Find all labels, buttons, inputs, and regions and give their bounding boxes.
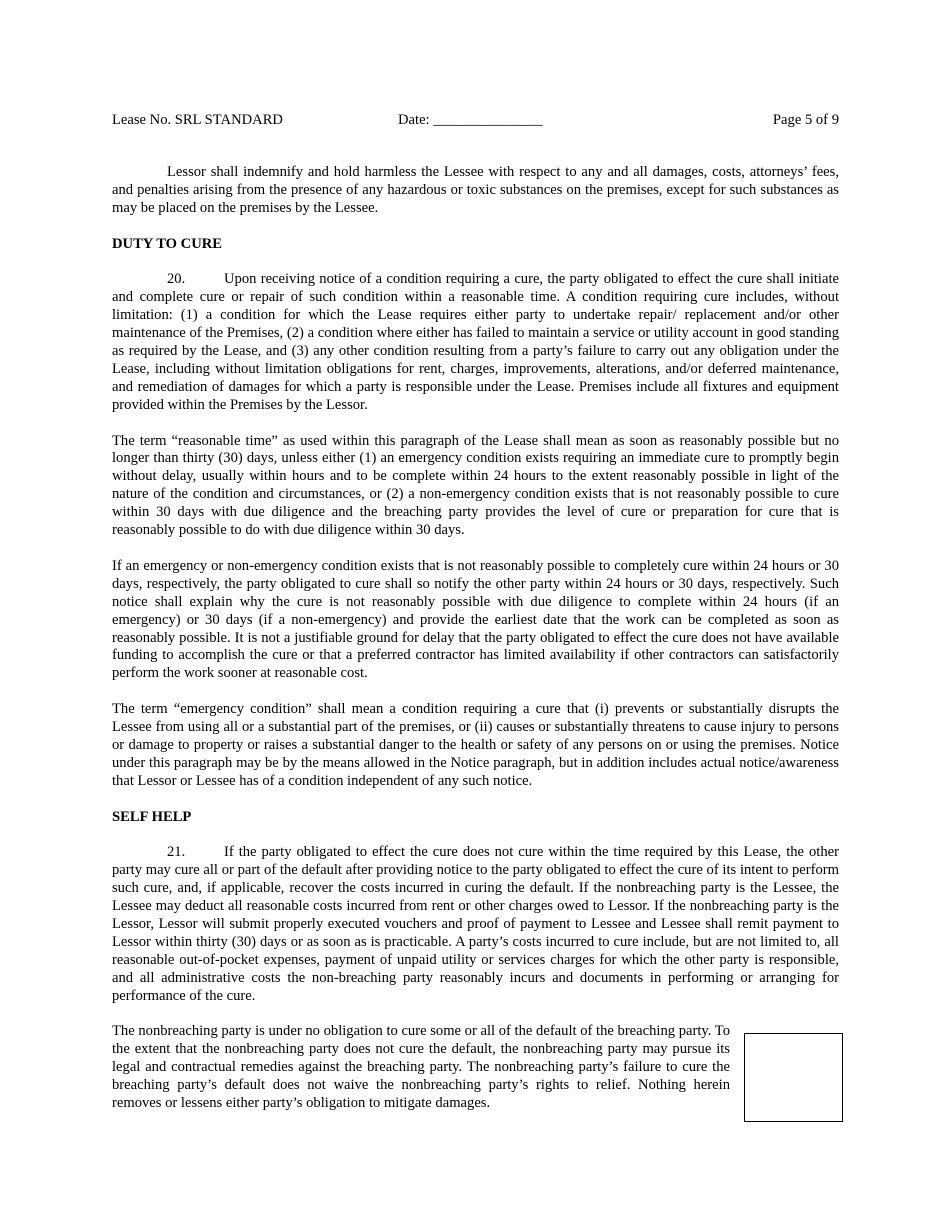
initials-box <box>744 1033 843 1122</box>
paragraph-20-number: 20. <box>167 271 186 288</box>
nonbreaching-paragraph: The nonbreaching party is under no obligation to cure some or all of the default of the breaching party. To the extent that the nonbreaching party does not cure the default, the nonbreaching party may pursue its legal and contractual remedies against the breaching party. The nonbreaching party’s failure to cure the breaching party’s default does not waive the nonbreaching party’s rights to relief. Nothing herein removes or lessens either party’s obligation to mitigate damages. <box>112 1023 730 1111</box>
nonbreaching-section <box>112 1023 839 1113</box>
document-body <box>112 164 839 1113</box>
duty-to-cure-heading: DUTY TO CURE <box>112 235 223 252</box>
paragraph-20-text: Upon receiving notice of a condition requiring a cure, the party obligated to effect the cure shall initiate and complete cure or repair of such condition within a reasonable time. A condition requiring cure includes, without limitation: (1) a condition for which the Lease requires either party to undertake repair/ replacement and/or other maintenance of the Premises, (2) a condition where either has failed to maintain a service or utility account in good standing as required by the Lease, and (3) any other condition resulting from a party’s failure to carry out any obligation under the Lease, including without limitation obligations for rent, charges, improvements, alterations, and/or deferred maintenance, and remediation of damages for which a party is responsible under the Lease. Premises include all fixtures and equipment provided within the Premises by the Lessor. <box>112 271 839 413</box>
emergency-condition-paragraph: The term “emergency condition” shall mean a condition requiring a cure that (i) prevents or substantially disrupts the Lessee from using all or a substantial part of the premises, or (ii) causes or substantially threatens to cause injury to persons or damage to property or raises a substantial danger to the health or safety of any persons on or using the premises. Notice under this paragraph may be by the means allowed in the Notice paragraph, but in addition includes actual notice/awareness that Lessor or Lessee has of a condition independent of any such notice. <box>112 701 839 789</box>
lease-number: Lease No. SRL STANDARD <box>112 112 283 128</box>
paragraph-21-text: If the party obligated to effect the cure does not cure within the time required by this Lease, the other party may cure all or part of the default after providing notice to the party obligated to effect the cure of its intent to perform such cure, and, if applicable, recover the costs incurred in curing the default. If the nonbreaching party is the Lessee, the Lessee may deduct all reasonable costs incurred from rent or other charges owed to Lessor. If the nonbreaching party is the Lessor, Lessor will submit properly executed vouchers and proof of payment to Lessee and Lessee shall remit payment to Lessor within thirty (30) days or as soon as is practicable. A party’s costs incurred to cure include, but are not limited to, all reasonable out-of-pocket expenses, payment of unpaid utility or services charges for which the other party is responsible, and all administrative costs the non-breaching party reasonably incurs and documents in performing or arranging for performance of the cure. <box>112 844 839 1004</box>
paragraph-21 <box>112 844 839 1005</box>
paragraph-21-number: 21. <box>167 844 186 861</box>
self-help-heading: SELF HELP <box>112 808 192 825</box>
page-header <box>112 112 839 132</box>
date-field: Date: _______________ <box>398 112 543 128</box>
page-number: Page 5 of 9 <box>772 112 839 128</box>
indemnify-paragraph: Lessor shall indemnify and hold harmless the Lessee with respect to any and all damages, costs, attorneys’ fees, and penalties arising from the presence of any hazardous or toxic substances on the premises, except for such substances as may be placed on the premises by the Lessee. <box>112 164 839 216</box>
reasonable-time-paragraph: The term “reasonable time” as used within this paragraph of the Lease shall mean as soon as reasonably possible but no longer than thirty (30) days, unless either (1) an emergency condition exists requiring an immediate cure to promptly begin without delay, usually within hours and to be complete within 24 hours to the extent reasonably possible in light of the nature of the condition and circumstances, or (2) a non-emergency condition exists that is not reasonably possible to cure within 30 days with due diligence and the breaching party provides the level of cure or preparation for cure that is reasonably possible to do with due diligence within 30 days. <box>112 432 839 539</box>
emergency-notice-paragraph: If an emergency or non-emergency condition exists that is not reasonably possible to completely cure within 24 hours or 30 days, respectively, the party obligated to cure shall so notify the other party within 24 hours or 30 days, respectively. Such notice shall explain why the cure is not reasonably possible with due diligence to complete within 24 hours (if an emergency) or 30 days (if a non-emergency) and provide the earliest date that the work can be completed as soon as reasonably possible. It is not a justifiable ground for delay that the party obligated to effect the cure does not have available funding to accomplish the cure or that a preferred contractor has limited availability if other contractors can satisfactorily perform the work sooner at reasonable cost. <box>112 557 839 682</box>
paragraph-20 <box>112 271 839 414</box>
